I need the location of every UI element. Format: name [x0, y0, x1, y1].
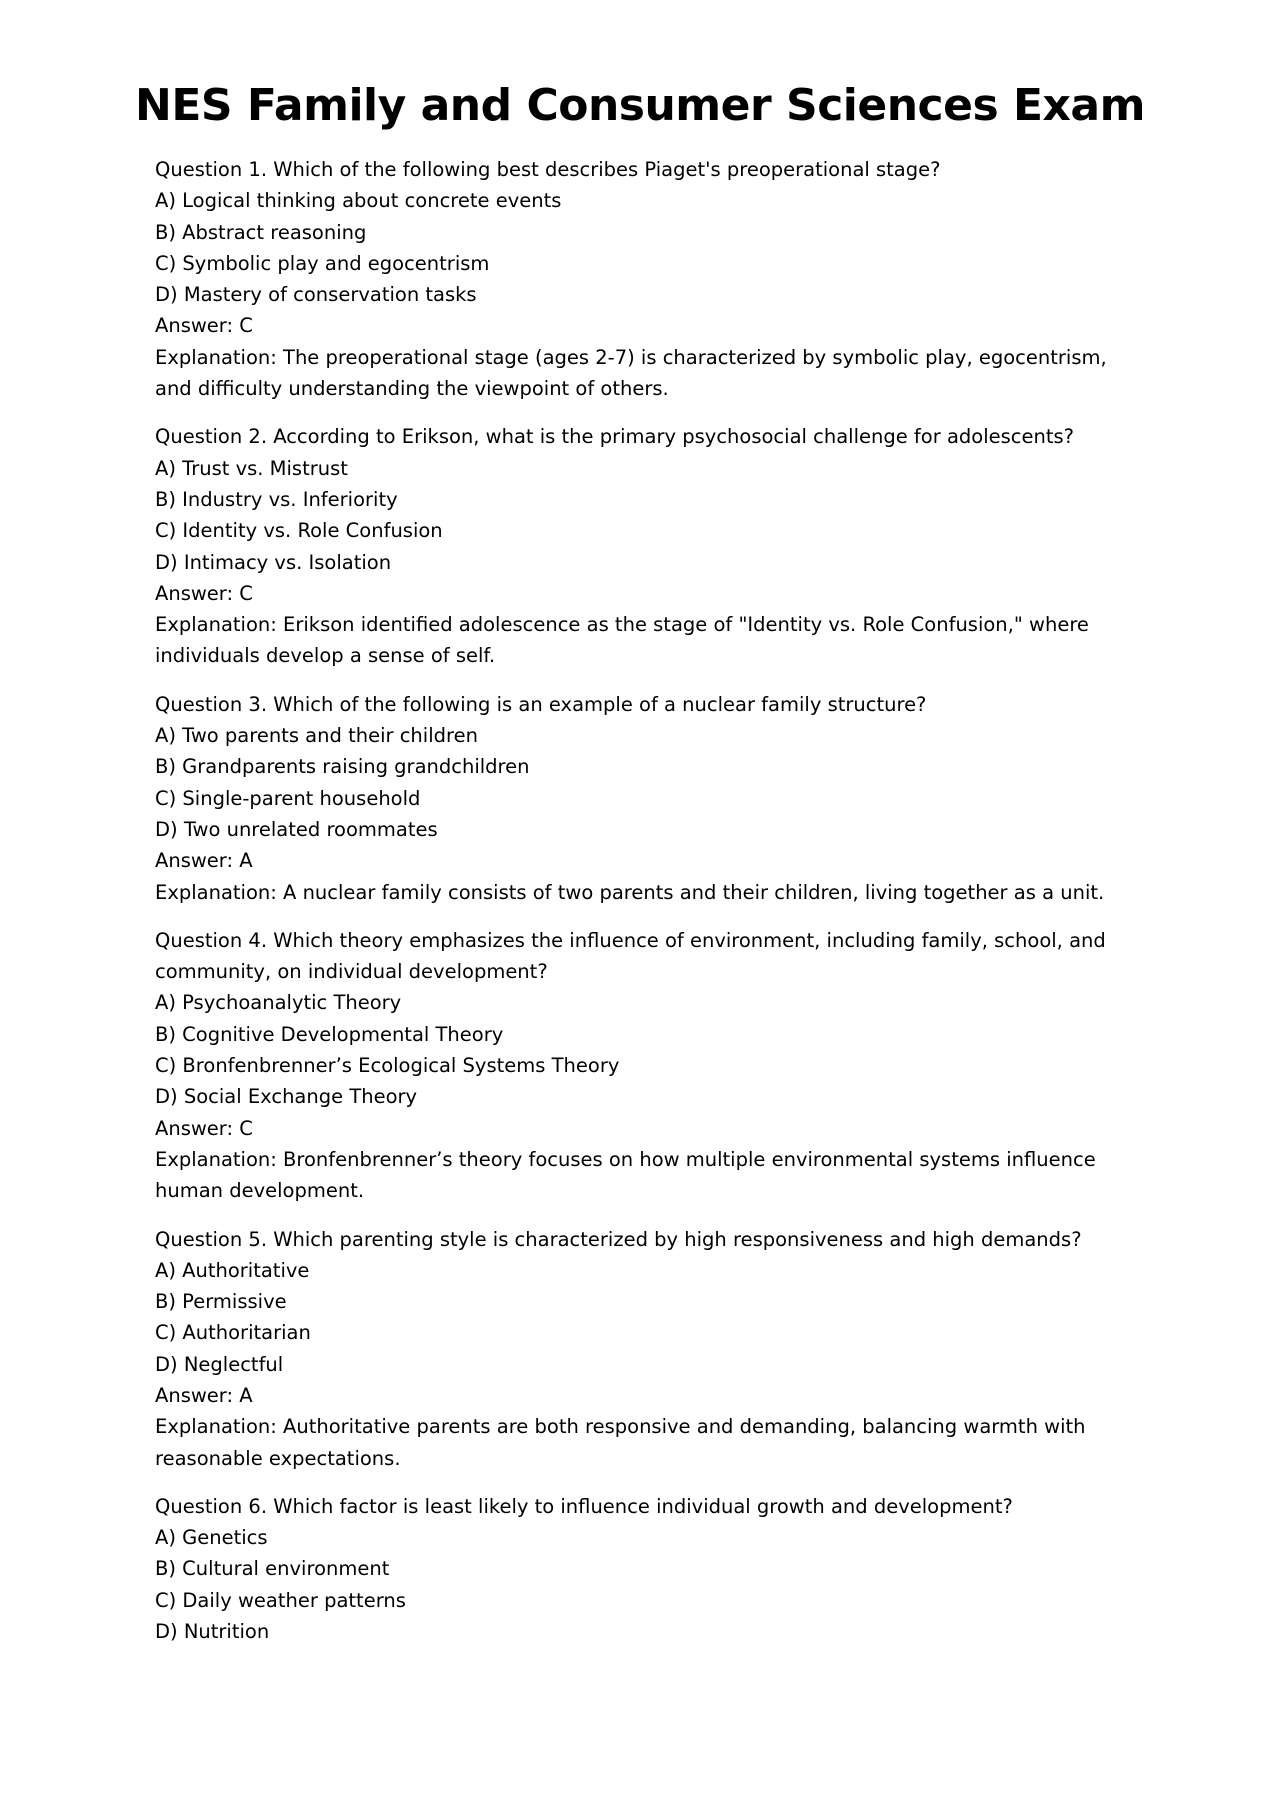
- question-text: Question 5. Which parenting style is characterized by high responsiveness and high demands?: [155, 1227, 1082, 1251]
- option-c: C) Identity vs. Role Confusion: [155, 519, 443, 543]
- option-b: B) Cultural environment: [155, 1557, 390, 1581]
- question-block: [155, 925, 1135, 1207]
- page-title: NES Family and Consumer Sciences Exam: [135, 80, 1145, 131]
- question-block: [155, 1224, 1135, 1474]
- question-text: Question 2. According to Erikson, what is the primary psychosocial challenge for adolescents?: [155, 425, 1075, 449]
- question-text: Question 6. Which factor is least likely to influence individual growth and development?: [155, 1494, 1013, 1518]
- option-c: C) Daily weather patterns: [155, 1588, 406, 1612]
- question-text: Question 4. Which theory emphasizes the influence of environment, including family, school, and community, on individual development?: [155, 928, 1106, 984]
- option-d: D) Nutrition: [155, 1620, 270, 1644]
- option-a: A) Logical thinking about concrete events: [155, 189, 562, 213]
- explanation-text: Explanation: The preoperational stage (ages 2-7) is characterized by symbolic play, egocentrism, and difficulty understanding the viewpoint of others.: [155, 345, 1107, 401]
- explanation-text: Explanation: Bronfenbrenner’s theory focuses on how multiple environmental systems influence human development.: [155, 1147, 1096, 1203]
- question-block: [155, 154, 1135, 404]
- option-c: C) Bronfenbrenner’s Ecological Systems Theory: [155, 1054, 620, 1078]
- question-block: [155, 1491, 1135, 1647]
- option-b: B) Industry vs. Inferiority: [155, 487, 398, 511]
- answer-line: Answer: C: [155, 581, 253, 605]
- option-c: C) Authoritarian: [155, 1321, 311, 1345]
- option-a: A) Psychoanalytic Theory: [155, 991, 402, 1015]
- answer-line: Answer: A: [155, 1383, 253, 1407]
- explanation-text: Explanation: Authoritative parents are both responsive and demanding, balancing warmth with reasonable expectations.: [155, 1415, 1086, 1470]
- explanation-text: Explanation: Erikson identified adolescence as the stage of "Identity vs. Role Confusion," where individuals develop a sense of self.: [155, 613, 1089, 668]
- question-text: Question 3. Which of the following is an example of a nuclear family structure?: [155, 692, 927, 716]
- question-list: [155, 154, 1135, 1664]
- question-text: Question 1. Which of the following best describes Piaget's preoperational stage?: [155, 158, 941, 181]
- option-a: A) Two parents and their children: [155, 724, 478, 748]
- option-b: B) Permissive: [155, 1290, 287, 1314]
- option-b: B) Grandparents raising grandchildren: [155, 755, 530, 779]
- option-d: D) Social Exchange Theory: [155, 1085, 418, 1109]
- answer-line: Answer: A: [155, 849, 253, 873]
- option-c: C) Symbolic play and egocentrism: [155, 251, 490, 275]
- option-a: A) Genetics: [155, 1526, 268, 1550]
- explanation-text: Explanation: A nuclear family consists of two parents and their children, living together as a unit.: [155, 880, 1105, 904]
- answer-line: Answer: C: [155, 1116, 253, 1140]
- option-a: A) Trust vs. Mistrust: [155, 456, 348, 480]
- option-d: D) Two unrelated roommates: [155, 817, 438, 841]
- option-b: B) Cognitive Developmental Theory: [155, 1022, 504, 1046]
- option-b: B) Abstract reasoning: [155, 220, 367, 244]
- option-d: D) Mastery of conservation tasks: [155, 283, 477, 307]
- option-d: D) Intimacy vs. Isolation: [155, 550, 392, 574]
- option-d: D) Neglectful: [155, 1352, 284, 1376]
- question-block: [155, 421, 1135, 671]
- question-block: [155, 689, 1135, 908]
- option-c: C) Single-parent household: [155, 786, 421, 810]
- answer-line: Answer: C: [155, 314, 253, 338]
- option-a: A) Authoritative: [155, 1258, 310, 1282]
